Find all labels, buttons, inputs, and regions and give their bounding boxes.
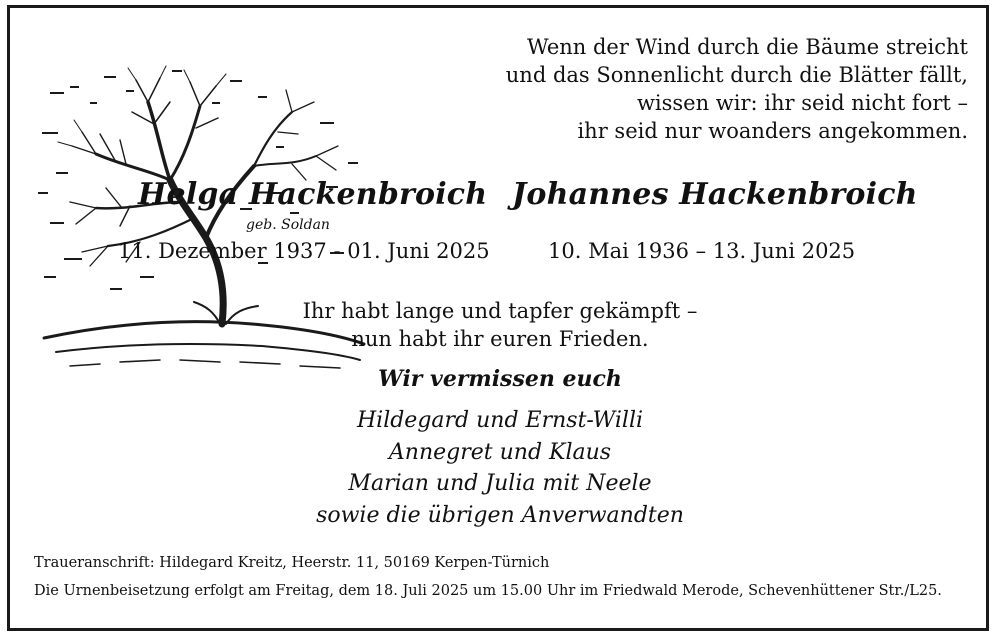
- birth-name: geb. Soldan: [246, 217, 330, 233]
- poem: [448, 33, 968, 145]
- farewell-line: Ihr habt lange und tapfer gekämpft –: [302, 299, 698, 323]
- deceased-dates-helga: 11. Dezember 1937 - 01. Juni 2025: [118, 239, 490, 263]
- burial-notice: Die Urnenbeisetzung erfolgt am Freitag, dem 18. Juli 2025 um 15.00 Uhr im Friedwald Merode, Schevenhüttener Str./L25.: [34, 583, 942, 599]
- deceased-dates-johannes: 10. Mai 1936 – 13. Juni 2025: [548, 239, 856, 263]
- poem-line: ihr seid nur woanders angekommen.: [577, 119, 968, 143]
- mourner-entry: Hildegard und Ernst-Willi: [356, 408, 644, 433]
- poem-line: wissen wir: ihr seid nicht fort –: [636, 91, 968, 115]
- poem-line: und das Sonnenlicht durch die Blätter fällt,: [505, 63, 968, 87]
- mourner-entry: sowie die übrigen Anverwandten: [316, 502, 684, 528]
- farewell-message: [300, 297, 700, 353]
- mourner-entry: Annegret und Klaus: [388, 439, 612, 465]
- closing-line: Wir vermissen euch: [378, 366, 622, 392]
- mourning-address: Traueranschrift: Hildegard Kreitz, Heerstr. 11, 50169 Kerpen-Türnich: [34, 555, 550, 571]
- mourners-list: [300, 405, 700, 531]
- poem-line: Wenn der Wind durch die Bäume streicht: [526, 35, 968, 59]
- mourner-entry: Marian und Julia mit Neele: [348, 471, 652, 496]
- deceased-name-johannes: Johannes Hackenbroich: [512, 177, 918, 212]
- deceased-name-helga: Helga Hackenbroich: [138, 177, 488, 212]
- farewell-line: nun habt ihr euren Frieden.: [351, 327, 649, 351]
